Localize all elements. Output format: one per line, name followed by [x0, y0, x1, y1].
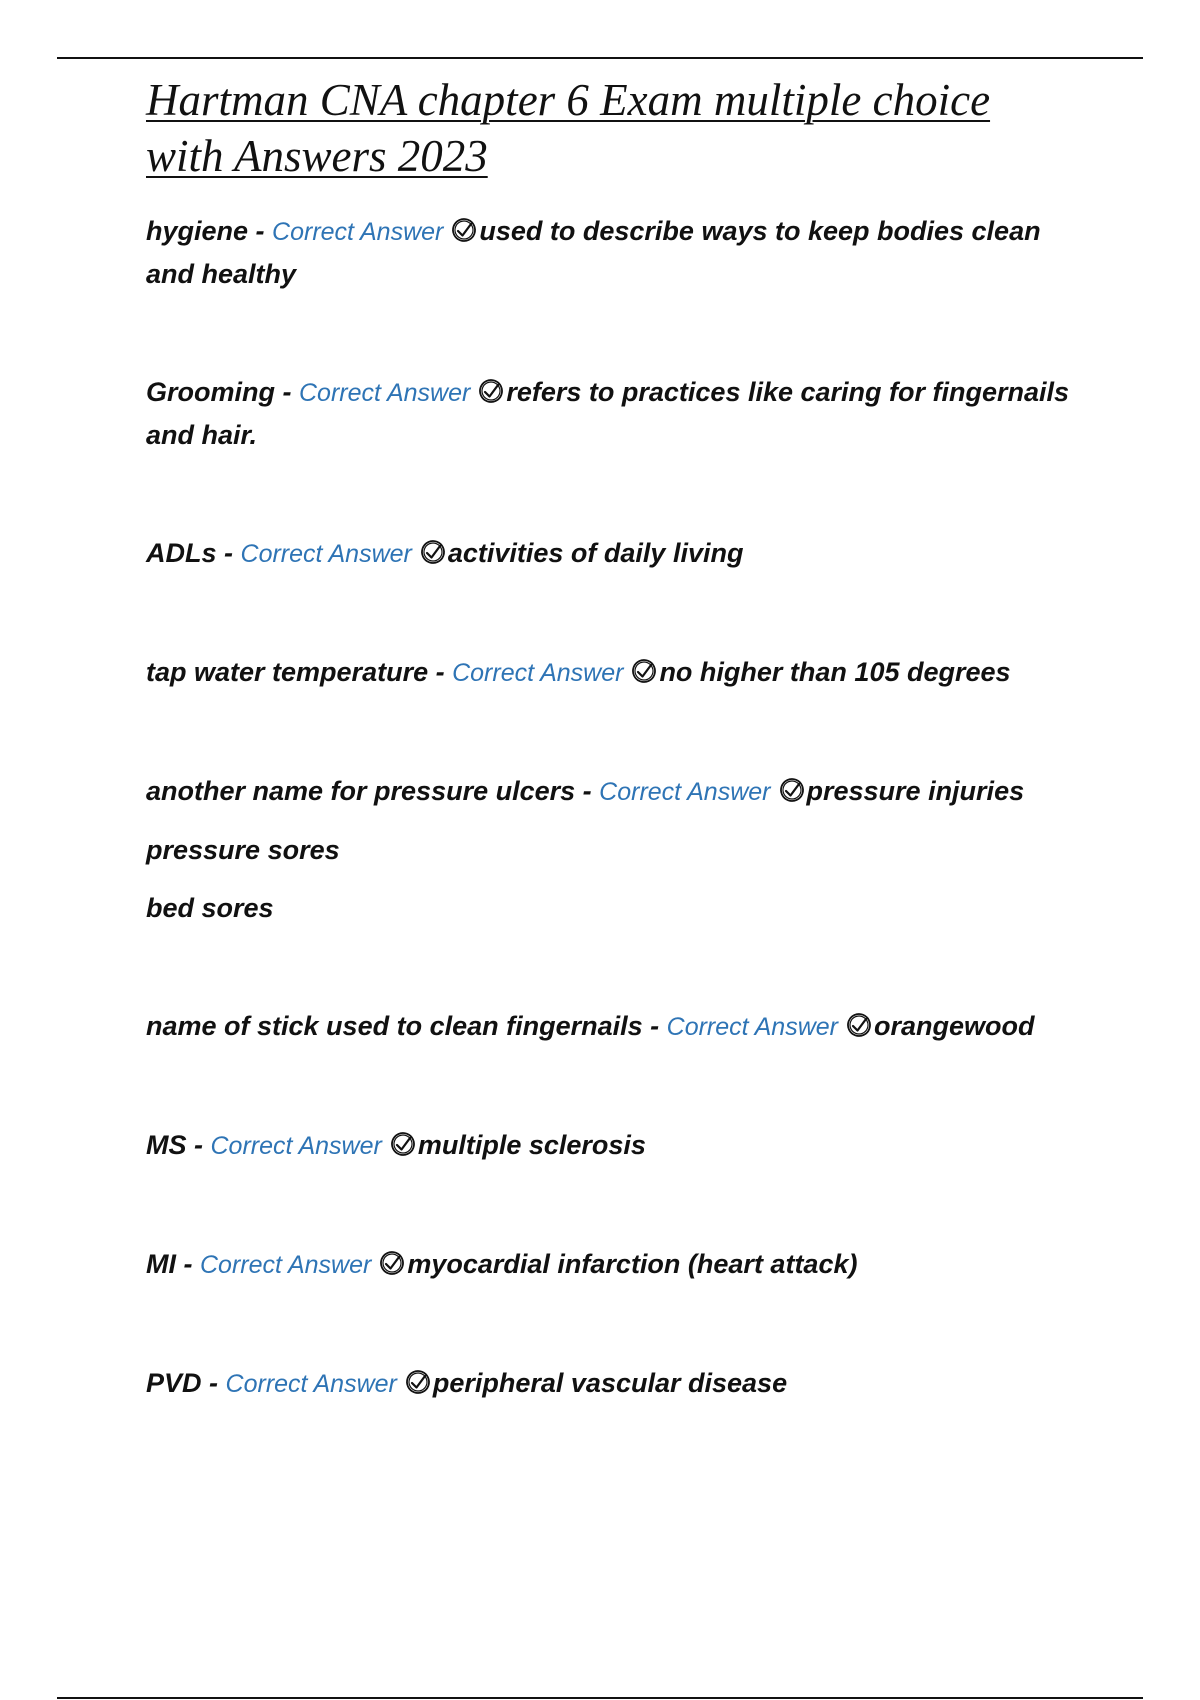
qa-separator: - [428, 657, 453, 687]
document-body [146, 72, 1076, 1405]
qa-term: name of stick used to clean fingernails [146, 1011, 643, 1041]
bottom-rule [57, 1697, 1143, 1699]
qa-separator: - [575, 776, 600, 806]
qa-item [146, 371, 1076, 456]
qa-item [146, 210, 1076, 295]
correct-answer-label: Correct Answer [200, 1251, 372, 1279]
qa-separator: - [216, 538, 241, 568]
qa-item [146, 770, 1076, 929]
qa-separator: - [642, 1011, 667, 1041]
qa-answer-extra: bed sores [146, 893, 274, 923]
qa-answer-extra: pressure sores [146, 835, 340, 865]
qa-term: tap water temperature [146, 657, 429, 687]
qa-separator: - [248, 216, 273, 246]
qa-separator: - [176, 1249, 200, 1279]
correct-answer-label: Correct Answer [599, 778, 771, 806]
check-circle-icon [476, 376, 506, 406]
qa-answer: no higher than 105 degrees [659, 657, 1011, 687]
qa-term: PVD [146, 1368, 202, 1398]
qa-answer: pressure injuries [806, 776, 1025, 806]
qa-answer: used to describe ways to keep bodies clean and healthy [146, 216, 1041, 289]
correct-answer-label: Correct Answer [666, 1013, 838, 1041]
correct-answer-label: Correct Answer [299, 379, 471, 407]
check-circle-icon [418, 537, 448, 567]
qa-separator: - [275, 377, 299, 407]
check-circle-icon [388, 1129, 418, 1159]
qa-item [146, 1124, 1076, 1167]
top-rule [57, 57, 1143, 59]
qa-item [146, 1362, 1076, 1405]
correct-answer-label: Correct Answer [452, 659, 624, 687]
correct-answer-label: Correct Answer [272, 218, 444, 246]
qa-answer: multiple sclerosis [417, 1130, 646, 1160]
qa-answer: refers to practices like caring for fingernails and hair. [146, 377, 1070, 450]
qa-separator: - [186, 1130, 211, 1160]
correct-answer-label: Correct Answer [240, 540, 412, 568]
correct-answer-label: Correct Answer [225, 1370, 397, 1398]
check-circle-icon [377, 1248, 407, 1278]
qa-item [146, 1005, 1076, 1048]
qa-term: another name for pressure ulcers [146, 776, 576, 806]
check-circle-icon [629, 656, 659, 686]
qa-term: Grooming [146, 377, 275, 407]
qa-answer: orangewood [873, 1011, 1035, 1041]
check-circle-icon [449, 215, 479, 245]
qa-term: hygiene [146, 216, 249, 246]
qa-item [146, 651, 1076, 694]
qa-separator: - [201, 1368, 226, 1398]
qa-term: MS [146, 1130, 187, 1160]
qa-answer: myocardial infarction (heart attack) [407, 1249, 858, 1279]
check-circle-icon [403, 1367, 433, 1397]
qa-term: ADLs [146, 538, 217, 568]
correct-answer-label: Correct Answer [210, 1132, 382, 1160]
document-title: Hartman CNA chapter 6 Exam multiple choice with Answers 2023 [146, 75, 991, 181]
qa-answer: activities of daily living [447, 538, 744, 568]
qa-item [146, 532, 1076, 575]
qa-term: MI [146, 1249, 176, 1279]
check-circle-icon [777, 775, 807, 805]
check-circle-icon [844, 1010, 874, 1040]
qa-item [146, 1243, 1076, 1286]
qa-answer: peripheral vascular disease [432, 1368, 788, 1398]
